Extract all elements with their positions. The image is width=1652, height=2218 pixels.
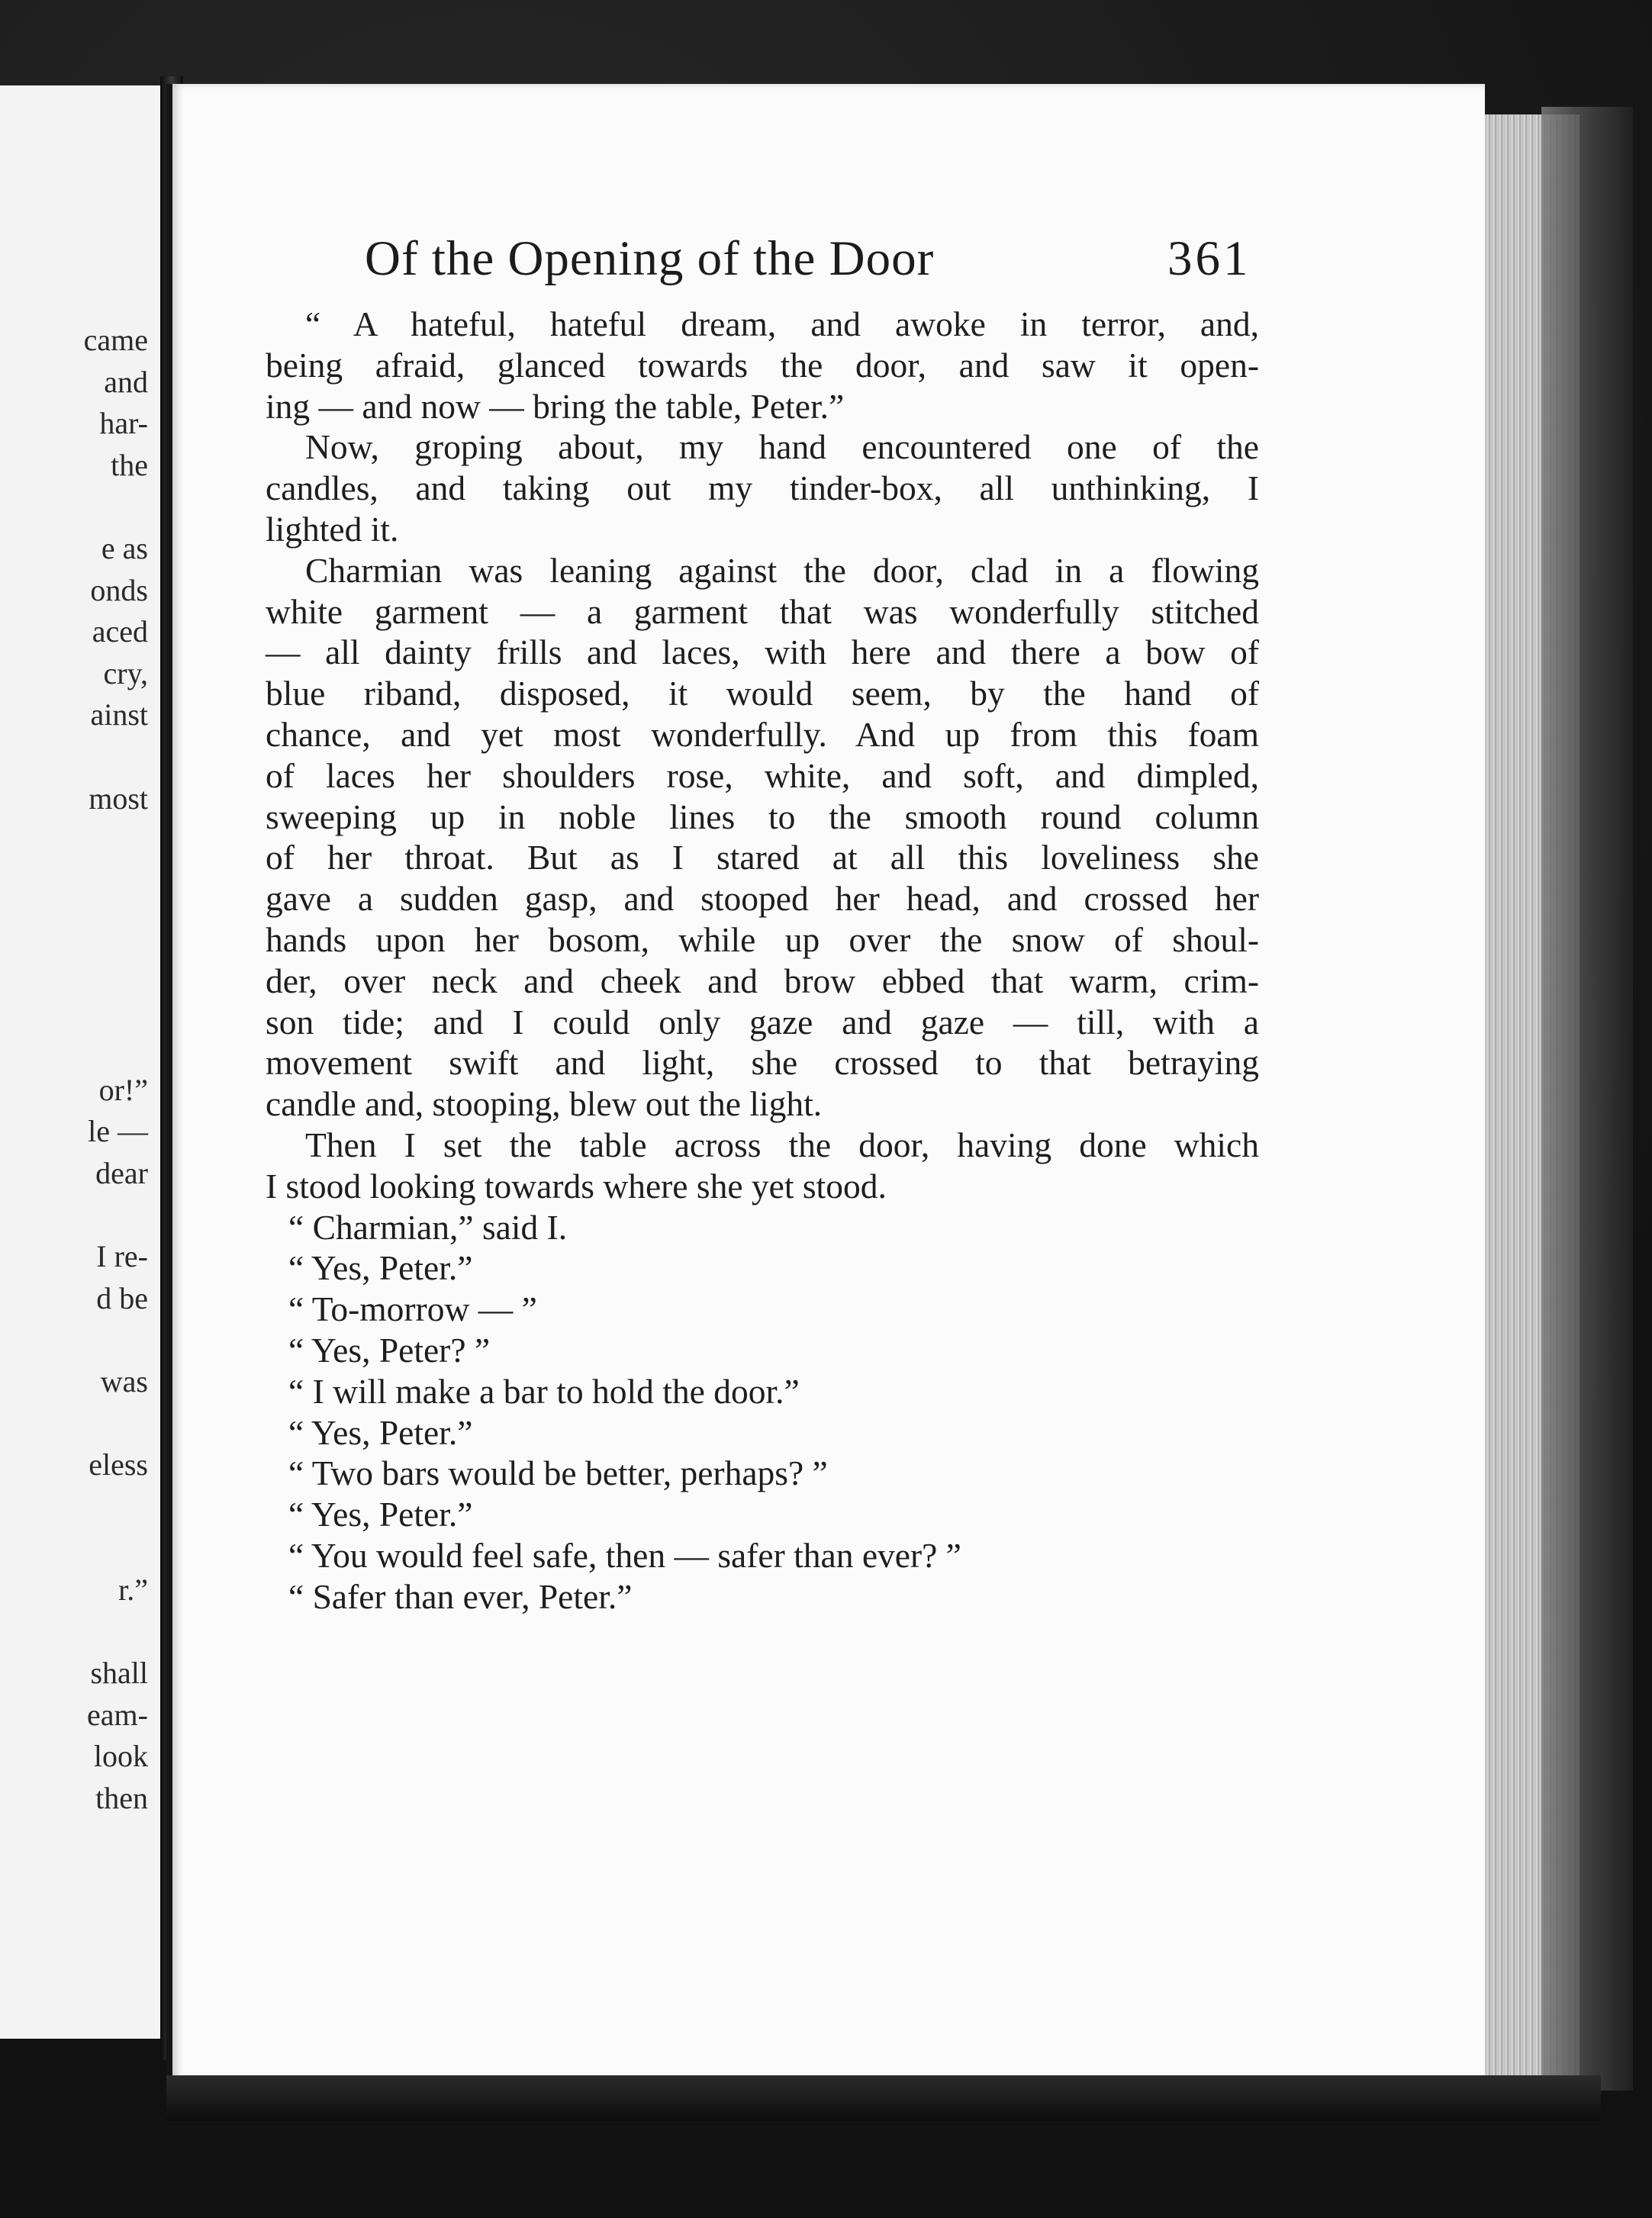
- left-page-line: look: [93, 1739, 148, 1774]
- left-page-line: most: [89, 781, 148, 816]
- text-line: candle and, stooping, blew out the light.: [266, 1084, 823, 1124]
- text-line: gave a sudden gasp, and stooped her head, and crossed her: [266, 879, 1259, 919]
- left-page-line: le —: [88, 1114, 148, 1149]
- left-page-line: har-: [99, 406, 148, 441]
- left-page-line: ainst: [90, 697, 148, 732]
- text-line: sweeping up in noble lines to the smooth round column: [266, 797, 1259, 836]
- text-line: white garment — a garment that was wonderfully stitched: [266, 591, 1259, 631]
- text-line: movement swift and light, she crossed to that betraying: [266, 1043, 1259, 1083]
- text-line: “ You would feel safe, then — safer than ever? ”: [288, 1535, 961, 1575]
- left-page-line: I re-: [96, 1239, 148, 1274]
- text-line: “ Charmian,” said I.: [288, 1207, 568, 1247]
- text-line: I stood looking towards where she yet stood.: [266, 1166, 887, 1206]
- text-line: hands upon her bosom, while up over the snow of shoul-: [266, 919, 1259, 959]
- text-line: of her throat. But as I stared at all this loveliness she: [266, 838, 1259, 877]
- left-page-line: r.”: [118, 1573, 148, 1607]
- text-line: ing — and now — bring the table, Peter.”: [266, 386, 845, 426]
- text-line: “ Yes, Peter.”: [288, 1248, 473, 1288]
- page-bottom-shadow: [166, 2075, 1601, 2121]
- text-line: der, over neck and cheek and brow ebbed that warm, crim-: [266, 961, 1259, 1000]
- running-title: Of the Opening of the Door: [365, 231, 935, 286]
- left-page-line: then: [95, 1781, 148, 1815]
- left-page-line: or!”: [98, 1072, 148, 1107]
- text-line: “ I will make a bar to hold the door.”: [288, 1371, 800, 1411]
- text-line: “ Safer than ever, Peter.”: [288, 1576, 633, 1616]
- left-facing-page: [0, 85, 171, 2039]
- text-line: “ Two bars would be better, perhaps? ”: [288, 1453, 828, 1493]
- text-line: “ Yes, Peter.”: [288, 1495, 473, 1534]
- text-line: “ Yes, Peter? ”: [288, 1330, 491, 1370]
- left-page-line: e as: [101, 531, 148, 565]
- page-number: 361: [1167, 231, 1251, 286]
- text-line: son tide; and I could only gaze and gaze — till, with a: [266, 1002, 1259, 1041]
- text-line: Now, groping about, my hand encountered one of the: [305, 427, 1259, 467]
- body-text: [266, 304, 1259, 1618]
- left-page-line: and: [104, 364, 148, 399]
- left-page-line: d be: [96, 1280, 148, 1315]
- left-page-line: was: [100, 1364, 148, 1399]
- left-page-line: shall: [90, 1656, 148, 1691]
- left-page-line: eless: [89, 1447, 148, 1482]
- text-line: being afraid, glanced towards the door, and saw it open-: [266, 345, 1259, 385]
- text-line: “ Yes, Peter.”: [288, 1412, 473, 1452]
- left-page-line: onds: [90, 572, 148, 607]
- text-line: “ To-morrow — ”: [288, 1289, 537, 1329]
- text-line: “ A hateful, hateful dream, and awoke in terror, and,: [305, 304, 1259, 343]
- left-page-line: eam-: [87, 1697, 148, 1732]
- text-line: blue riband, disposed, it would seem, by the hand of: [266, 674, 1259, 713]
- text-line: chance, and yet most wonderfully. And up from this foam: [266, 714, 1259, 754]
- text-line: candles, and taking out my tinder-box, all unthinking, I: [266, 468, 1259, 508]
- text-line: lighted it.: [266, 509, 399, 549]
- left-page-line: dear: [95, 1156, 148, 1190]
- text-line: — all dainty frills and laces, with here and there a bow of: [266, 633, 1259, 672]
- text-line: Then I set the table across the door, having done which: [305, 1125, 1259, 1164]
- left-page-line: came: [83, 323, 148, 357]
- text-line: of laces her shoulders rose, white, and soft, and dimpled,: [266, 755, 1259, 795]
- text-line: Charmian was leaning against the door, clad in a flowing: [305, 550, 1259, 590]
- left-page-line: cry,: [103, 655, 148, 691]
- left-page-line: the: [111, 447, 148, 482]
- left-page-line: aced: [92, 614, 148, 649]
- book-fore-edge-shadow: [1541, 107, 1633, 2091]
